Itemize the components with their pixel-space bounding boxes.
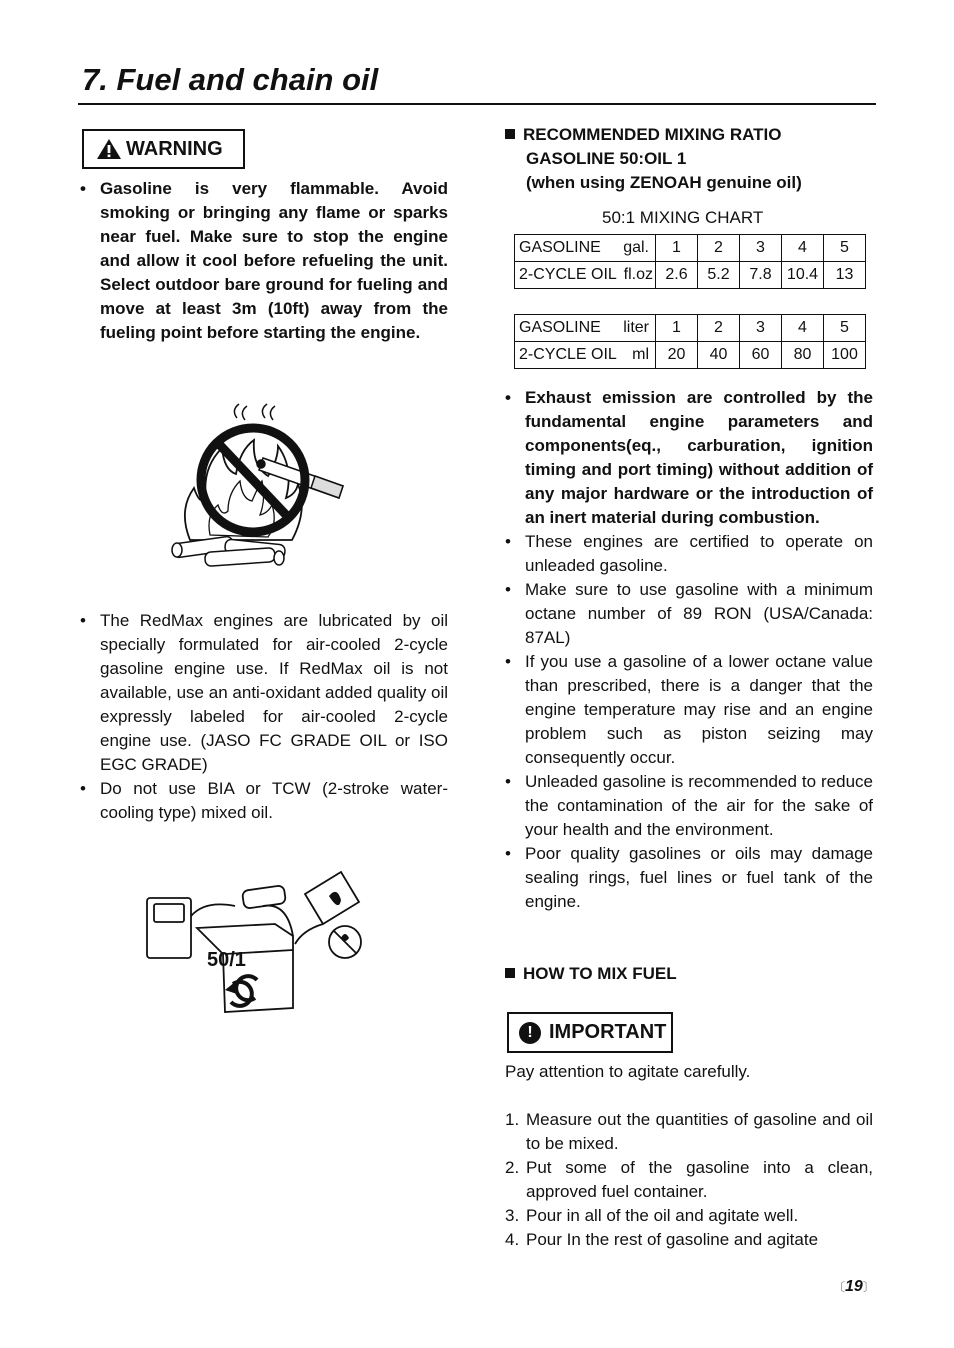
list-item: 3. Pour in all of the oil and agitate well. [505,1206,799,1225]
list-item: • Do not use BIA or TCW (2-stroke water-cooling type) mixed oil. [80,779,448,822]
list-item: 1. Measure out the quantities of gasoline and oil to be mixed. [505,1110,873,1153]
table-row: 2-CYCLE OIL ml 20 40 60 80 100 [515,342,866,369]
mixing-steps-list [505,1108,873,1252]
list-item: • Unleaded gasoline is recommended to reduce the contamination of the air for the sake of your health and the environment. [505,772,873,839]
square-bullet-icon [505,968,515,978]
table-row: 2-CYCLE OIL fl.oz 2.6 5.2 7.8 10.4 13 [515,262,866,289]
warning-label: WARNING [126,137,223,160]
mixing-ratio-heading: RECOMMENDED MIXING RATIO GASOLINE 50:OIL 1 (when using ZENOAH genuine oil) [505,123,875,195]
list-item: • The RedMax engines are lubricated by oil specially formulated for air-cooled 2-cycle gasoline engine use. If RedMax oil is not available, use an anti-oxidant added quality oil expressly labeled for air-cooled 2-cycle engine use. (JASO FC GRADE OIL or ISO EGC GRADE) [80,611,448,774]
important-label-box [507,1012,673,1053]
page-title: 7. Fuel and chain oil [82,62,379,97]
list-item: • Exhaust emission are controlled by the fundamental engine parameters and components(eq., carburation, ignition timing and port timing) without addition of any major hardware or the introduction of an inert material during combustion. [505,388,873,527]
list-item: • Make sure to use gasoline with a minimum octane number of 89 RON (USA/Canada: 87AL) [505,580,873,647]
table-row: GASOLINE liter 1 2 3 4 5 [515,315,866,342]
mixing-table-gallons [514,234,866,289]
list-item: • Poor quality gasolines or oils may damage sealing rings, fuel lines or fuel tank of the engine. [505,844,873,911]
no-flame-smoking-illustration [165,400,360,572]
list-item: 4. Pour In the rest of gasoline and agitate [505,1230,819,1249]
warning-triangle-icon [96,138,122,160]
warning-label-box [82,129,245,169]
exclamation-icon: ! [519,1022,541,1044]
square-bullet-icon [505,129,515,139]
mixing-table-liters [514,314,866,369]
title-rule [78,103,876,105]
list-item: • If you use a gasoline of a lower octane value than prescribed, there is a danger that the engine temperature may rise and an engine problem such as piston seizing may consequently occur. [505,652,873,767]
mixing-chart-title: 50:1 MIXING CHART [602,208,764,227]
list-item: • These engines are certified to operate on unleaded gasoline. [505,532,873,575]
important-note: Pay attention to agitate carefully. [505,1062,751,1081]
page-number: 〔19〕 [833,1278,875,1295]
oil-notes-list [80,609,448,825]
fuel-mixing-illustration [145,866,367,1016]
table-row: GASOLINE gal. 1 2 3 4 5 [515,235,866,262]
how-to-mix-heading: HOW TO MIX FUEL [505,964,677,984]
important-label: IMPORTANT [549,1021,667,1043]
gasoline-notes-list [505,386,873,914]
fuel-can-label: 50/1 [207,949,246,971]
warning-list [80,177,448,345]
list-item: • Gasoline is very flammable. Avoid smoking or bringing any flame or sparks near fuel. Make sure to stop the engine and allow it cool before refueling the unit. Select outdoor bare ground for fueling and move at least 3m (10ft) away from the fueling point before starting the engine. [80,179,448,342]
list-item: 2. Put some of the gasoline into a clean, approved fuel container. [505,1158,873,1201]
